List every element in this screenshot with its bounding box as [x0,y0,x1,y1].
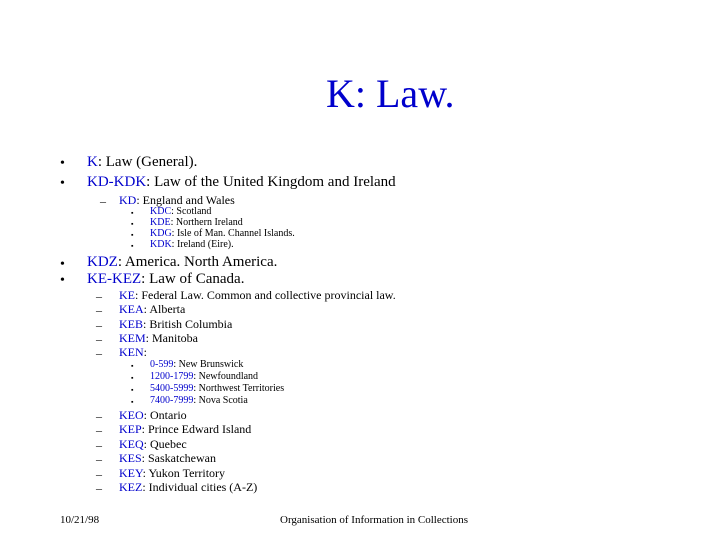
class-description: : Manitoba [145,331,198,345]
class-description: : Northern Ireland [170,217,243,228]
outline-subsubitem [150,218,243,228]
class-code: KDZ [87,254,118,270]
class-code: KEM [119,331,146,345]
dash-icon: – [96,467,102,481]
outline-subsubitem [150,396,248,406]
dash-icon: – [96,481,102,495]
class-description: : Law (General). [97,154,198,170]
outline-subitem [119,423,251,435]
class-code: KDE [150,217,171,228]
bullet-icon: • [60,257,65,272]
class-description: : Saskatchewan [141,451,216,465]
class-code: 5400-5999 [150,383,194,394]
outline-subitem [119,452,216,464]
outline-item [87,272,244,287]
class-description: : Isle of Man. Channel Islands. [171,228,295,239]
class-description: : Alberta [143,302,186,316]
dash-icon: – [96,423,102,437]
outline-subsubitem [150,360,243,370]
class-code: KDK [150,239,172,250]
dash-icon: – [96,438,102,452]
class-code: KE-KEZ [87,271,142,287]
class-description: : Ireland (Eire). [171,239,234,250]
class-code: K [87,154,98,170]
bullet-icon: • [60,273,65,288]
square-bullet-icon: ▪ [131,374,134,382]
class-code: KD [119,193,137,207]
class-description: : Nova Scotia [193,395,248,406]
class-code: KEP [119,422,142,436]
dash-icon: – [96,409,102,423]
class-description: : Federal Law. Common and collective provincial law. [135,288,396,302]
outline-subitem [119,438,187,450]
class-description: : Yukon Territory [142,466,226,480]
dash-icon: – [96,318,102,332]
class-description: : Law of Canada. [141,271,245,287]
class-code: 1200-1799 [150,371,194,382]
outline-subsubitem [150,372,258,382]
class-description: : Prince Edward Island [141,422,252,436]
square-bullet-icon: ▪ [131,386,134,394]
slide-title: K: Law. [326,71,455,116]
class-description: : England and Wales [136,193,235,207]
dash-icon: – [100,194,106,208]
outline-item [87,255,277,270]
class-description: : Ontario [143,408,187,422]
outline-item [87,175,396,190]
class-code: KDG [150,228,172,239]
class-code: KEZ [119,480,143,494]
class-description: : America. North America. [117,254,278,270]
footer-caption: Organisation of Information in Collections [280,514,468,526]
bullet-icon: • [60,156,65,171]
outline-subsubitem [150,229,295,239]
class-code: KEN [119,345,144,359]
dash-icon: – [96,332,102,346]
dash-icon: – [96,452,102,466]
class-description: : Quebec [143,437,187,451]
outline-subitem [119,289,396,301]
square-bullet-icon: ▪ [131,362,134,370]
square-bullet-icon: ▪ [131,242,134,250]
outline-subsubitem [150,384,284,394]
class-code: 7400-7999 [150,395,194,406]
class-code: KEB [119,317,143,331]
bullet-icon: • [60,176,65,191]
outline-subitem [119,346,147,358]
class-code: KES [119,451,142,465]
outline-item [87,155,197,170]
outline-subitem [119,318,232,330]
outline-subsubitem [150,240,234,250]
outline-subitem [119,409,187,421]
class-description: : Individual cities (A-Z) [142,480,258,494]
class-description: : [143,345,148,359]
class-description: : Northwest Territories [193,383,285,394]
class-code: KEA [119,302,144,316]
class-code: KEY [119,466,143,480]
outline-subsubitem [150,207,211,217]
outline-subitem [119,303,185,315]
outline-subitem [119,194,235,206]
class-description: : Law of the United Kingdom and Ireland [146,174,396,190]
square-bullet-icon: ▪ [131,231,134,239]
dash-icon: – [96,303,102,317]
class-description: : Newfoundland [193,371,259,382]
class-code: KEO [119,408,144,422]
outline-subitem [119,481,257,493]
outline-subitem [119,467,225,479]
class-code: 0-599 [150,359,174,370]
square-bullet-icon: ▪ [131,398,134,406]
class-code: KDC [150,206,172,217]
class-code: KEQ [119,437,144,451]
class-code: KD-KDK [87,174,147,190]
square-bullet-icon: ▪ [131,220,134,228]
class-description: : Scotland [171,206,212,217]
outline-subitem [119,332,198,344]
class-description: : British Columbia [143,317,233,331]
class-description: : New Brunswick [173,359,244,370]
class-code: KE [119,288,135,302]
dash-icon: – [96,289,102,303]
footer-date: 10/21/98 [60,514,100,526]
square-bullet-icon: ▪ [131,209,134,217]
dash-icon: – [96,346,102,360]
